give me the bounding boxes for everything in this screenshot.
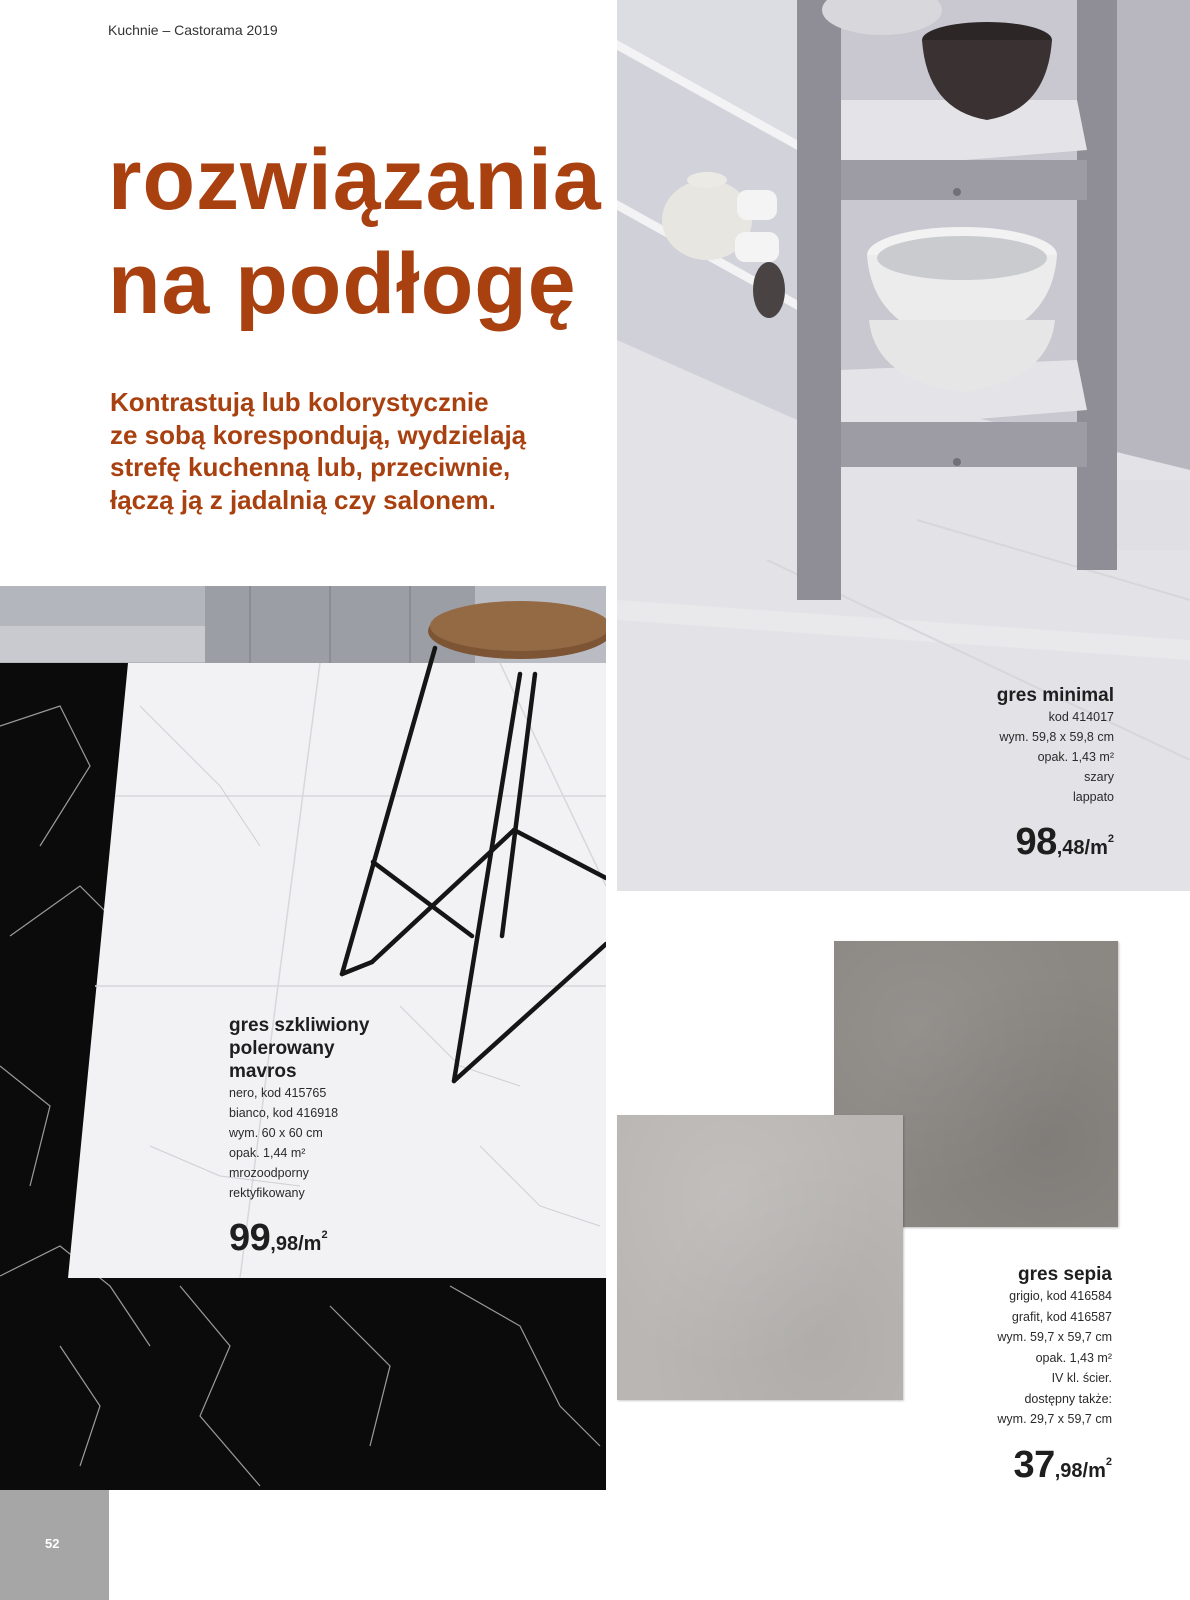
tile-swatch-grigio <box>617 1115 903 1400</box>
price-unit-sup: 2 <box>1105 1455 1112 1468</box>
lead-line-1: Kontrastują lub kolorystycznie <box>110 387 489 417</box>
product-spec: grafit, kod 416587 <box>1011 1309 1112 1324</box>
product-price <box>892 1444 1112 1487</box>
product-spec: IV kl. ścier. <box>1051 1371 1112 1385</box>
product-spec: opak. 1,43 m² <box>1035 1350 1112 1365</box>
product-name-line-3: mavros <box>229 1061 297 1082</box>
price-unit-sup: 2 <box>321 1229 328 1241</box>
product-spec: dostępny także: <box>1024 1391 1112 1406</box>
product-name: gres minimal <box>996 685 1114 706</box>
lead-line-2: ze sobą korespondują, wydzielają <box>110 419 527 450</box>
product-spec: rektyfikowany <box>229 1186 305 1200</box>
page-title <box>108 128 788 336</box>
product-gres-minimal <box>894 684 1114 864</box>
lead-paragraph <box>110 386 630 516</box>
product-spec: wym. 29,7 x 59,7 cm <box>997 1412 1112 1426</box>
product-spec: opak. 1,43 m² <box>1037 750 1114 764</box>
product-spec: nero, kod 415765 <box>229 1086 327 1100</box>
page-title-line-2: na podłogę <box>108 236 577 332</box>
product-price <box>894 821 1114 864</box>
product-name: gres sepia <box>1018 1264 1112 1285</box>
lead-line-3: strefę kuchenną lub, przeciwnie, <box>110 452 511 482</box>
product-spec: szary <box>1084 770 1114 784</box>
product-spec: wym. 59,7 x 59,7 cm <box>997 1330 1112 1344</box>
price-main: 98 <box>1015 821 1057 863</box>
product-spec: wym. 59,8 x 59,8 cm <box>999 730 1114 744</box>
product-name-line-1: gres szkliwiony <box>229 1015 370 1036</box>
product-name-line-2: polerowany <box>229 1038 335 1059</box>
price-fraction: ,98/m <box>1054 1459 1106 1482</box>
running-header: Kuchnie – Castorama 2019 <box>108 22 278 38</box>
page-title-line-1: rozwiązania <box>108 132 602 228</box>
product-spec: mrozoodporny <box>229 1166 309 1180</box>
lead-line-4: łączą ją z jadalnią czy salonem. <box>110 484 496 515</box>
product-price <box>229 1217 449 1260</box>
price-fraction: ,98/m <box>270 1233 322 1255</box>
price-fraction: ,48/m <box>1056 837 1108 859</box>
product-spec: lappato <box>1072 790 1114 804</box>
product-gres-mavros <box>229 1014 449 1260</box>
price-main: 99 <box>229 1217 271 1259</box>
product-gres-sepia <box>892 1263 1112 1487</box>
price-main: 37 <box>1013 1443 1055 1486</box>
product-spec: bianco, kod 416918 <box>229 1106 339 1120</box>
product-spec: opak. 1,44 m² <box>229 1146 306 1160</box>
product-spec: kod 414017 <box>1048 710 1114 724</box>
product-spec: grigio, kod 416584 <box>1009 1289 1112 1303</box>
price-unit-sup: 2 <box>1107 833 1114 845</box>
product-spec: wym. 60 x 60 cm <box>229 1126 323 1140</box>
page-number: 52 <box>45 1536 60 1551</box>
